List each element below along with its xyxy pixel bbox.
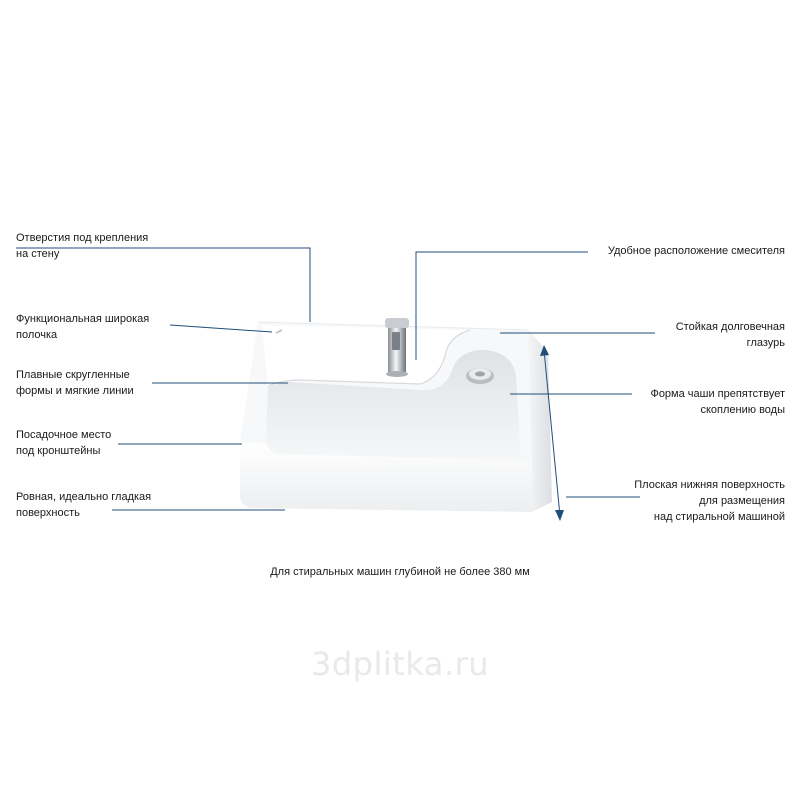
callout-wall-mount-line-1: Отверстия под крепления: [16, 232, 149, 244]
callout-glaze: [676, 319, 785, 351]
callout-wall-mount-line-2: на стену: [16, 248, 60, 260]
callout-smooth-line-1: Плавные скругленные: [16, 369, 130, 381]
callout-smooth-line-2: формы и мягкие линии: [16, 385, 134, 397]
callout-wall-mount: [16, 230, 148, 262]
callout-bottom: [634, 477, 785, 525]
callout-bracket-line-2: под кронштейны: [16, 445, 101, 457]
callout-bracket-line-1: Посадочное место: [16, 429, 112, 441]
callout-surface-line-2: поверхность: [16, 507, 80, 519]
callout-mixer-line-1: Удобное расположение смесителя: [607, 245, 785, 257]
callout-surface: [16, 489, 151, 521]
callout-bowl-line-2: скоплению воды: [700, 404, 785, 416]
watermark: 3dplitka.ru: [311, 645, 489, 683]
callout-glaze-line-2: глазурь: [746, 337, 785, 349]
callout-bottom-line-1: Плоская нижняя поверхность: [634, 479, 785, 491]
callout-bracket: [16, 427, 111, 459]
callout-shelf-line-1: Функциональная широкая: [16, 313, 150, 325]
faucet: [385, 318, 409, 377]
callout-bowl: [650, 386, 785, 418]
callout-bottom-line-2: для размещения: [699, 495, 785, 507]
callout-smooth: [16, 367, 134, 399]
callout-glaze-line-1: Стойкая долговечная: [675, 321, 785, 333]
leader-shelf: [170, 325, 272, 332]
callout-shelf: [16, 311, 149, 343]
callout-bowl-line-1: Форма чаши препятствует: [650, 388, 785, 400]
callout-surface-line-1: Ровная, идеально гладкая: [16, 491, 152, 503]
callout-mixer: [608, 243, 785, 259]
callout-shelf-line-2: полочка: [16, 329, 58, 341]
callout-bottom-line-3: над стиральной машиной: [653, 511, 785, 523]
depth-caption: Для стиральных машин глубиной не более 380 мм: [270, 566, 530, 578]
